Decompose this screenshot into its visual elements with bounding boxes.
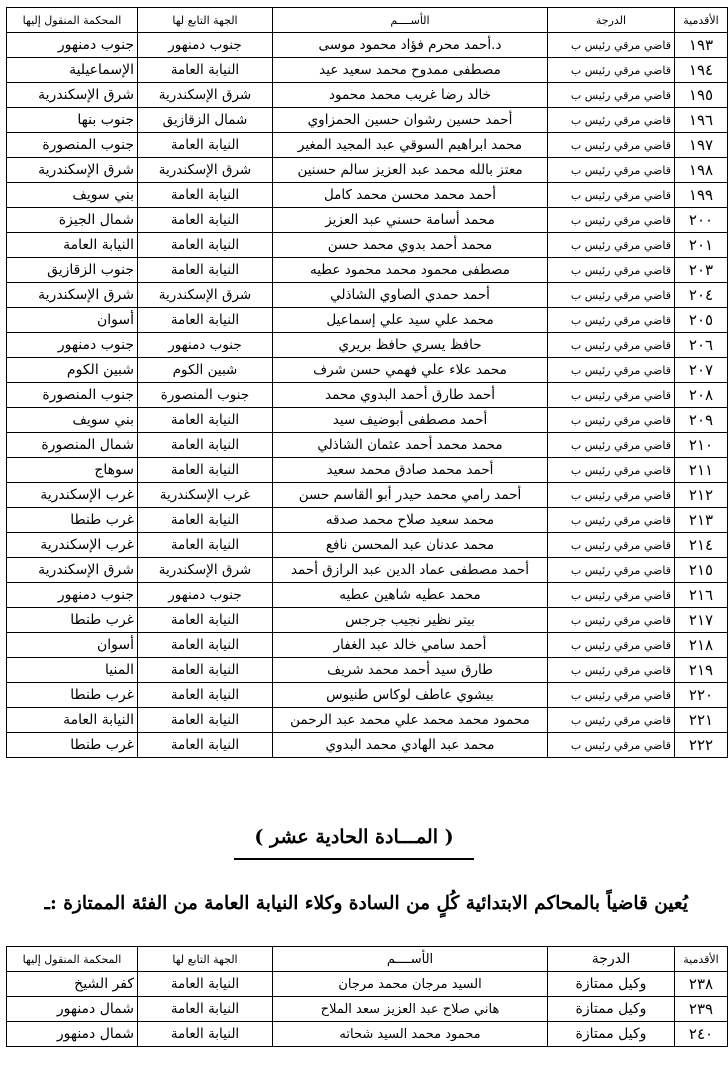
article-underline <box>234 858 474 860</box>
table-row <box>7 133 728 158</box>
table-row <box>7 208 728 233</box>
table-row <box>7 58 728 83</box>
table-row <box>7 508 728 533</box>
cell-name: طارق سيد أحمد محمد شريف <box>273 658 548 683</box>
cell-court: غرب طنطا <box>7 608 138 633</box>
cell-rank: وكيل ممتازة <box>548 1022 675 1047</box>
cell-seniority: ٢١٥ <box>675 558 728 583</box>
cell-rank: قاضي مرقي رئيس ب <box>548 208 675 233</box>
cell-rank: قاضي مرقي رئيس ب <box>548 658 675 683</box>
cell-department: النيابة العامة <box>138 508 273 533</box>
table-row <box>7 658 728 683</box>
cell-seniority: ٢٠٩ <box>675 408 728 433</box>
cell-seniority: ٢١٣ <box>675 508 728 533</box>
cell-seniority: ٢١٦ <box>675 583 728 608</box>
header-court: المحكمة المنقول إليها <box>7 947 138 972</box>
cell-name: أحمد سامي خالد عبد الغفار <box>273 633 548 658</box>
header-name: الأســــم <box>273 947 548 972</box>
cell-seniority: ٢٠٧ <box>675 358 728 383</box>
cell-seniority: ٢٢١ <box>675 708 728 733</box>
cell-department: شرق الإسكندرية <box>138 558 273 583</box>
header-name: الأســــم <box>273 8 548 33</box>
table-row <box>7 108 728 133</box>
cell-court: جنوب الزقازيق <box>7 258 138 283</box>
cell-seniority: ٢٠٨ <box>675 383 728 408</box>
cell-name: خالد رضا غريب محمد محمود <box>273 83 548 108</box>
cell-court: شرق الإسكندرية <box>7 558 138 583</box>
table-row <box>7 483 728 508</box>
cell-court: بني سويف <box>7 183 138 208</box>
cell-department: شرق الإسكندرية <box>138 283 273 308</box>
cell-name: أحمد محمد محسن محمد كامل <box>273 183 548 208</box>
cell-name: محمد عطيه شاهين عطيه <box>273 583 548 608</box>
table-row <box>7 1022 728 1047</box>
table-row <box>7 183 728 208</box>
cell-court: بني سويف <box>7 408 138 433</box>
cell-court: أسوان <box>7 308 138 333</box>
cell-department: النيابة العامة <box>138 683 273 708</box>
cell-department: النيابة العامة <box>138 58 273 83</box>
cell-department: شرق الإسكندرية <box>138 83 273 108</box>
cell-rank: قاضي مرقي رئيس ب <box>548 158 675 183</box>
cell-name: بيتر نظير نجيب جرجس <box>273 608 548 633</box>
cell-name: مصطفى محمود محمد محمود عطيه <box>273 258 548 283</box>
cell-rank: قاضي مرقي رئيس ب <box>548 483 675 508</box>
cell-rank: قاضي مرقي رئيس ب <box>548 733 675 758</box>
cell-seniority: ١٩٨ <box>675 158 728 183</box>
cell-seniority: ١٩٥ <box>675 83 728 108</box>
cell-court: النيابة العامة <box>7 233 138 258</box>
table-header-row <box>7 947 728 972</box>
cell-seniority: ٢١٩ <box>675 658 728 683</box>
cell-name: د.أحمد محرم فؤاد محمود موسى <box>273 33 548 58</box>
cell-court: جنوب بنها <box>7 108 138 133</box>
cell-seniority: ٢٠٦ <box>675 333 728 358</box>
cell-seniority: ٢٢٠ <box>675 683 728 708</box>
cell-rank: قاضي مرقي رئيس ب <box>548 458 675 483</box>
cell-court: شمال الجيزة <box>7 208 138 233</box>
table-row <box>7 158 728 183</box>
cell-court: غرب الإسكندرية <box>7 533 138 558</box>
cell-name: محمود محمد السيد شحاته <box>273 1022 548 1047</box>
cell-department: جنوب دمنهور <box>138 333 273 358</box>
cell-rank: قاضي مرقي رئيس ب <box>548 133 675 158</box>
table-row <box>7 458 728 483</box>
decree-text: يُعين قاضياً بالمحاكم الابتدائية كُلٍ من السادة وكلاء النيابة العامة من الفئة الممتازة :ـ <box>44 893 688 914</box>
cell-rank: قاضي مرقي رئيس ب <box>548 633 675 658</box>
cell-name: أحمد حسين رشوان حسين الحمزاوي <box>273 108 548 133</box>
cell-name: بيشوي عاطف لوكاس طنيوس <box>273 683 548 708</box>
cell-name: أحمد مصطفى عماد الدين عبد الرازق أحمد <box>273 558 548 583</box>
cell-court: غرب طنطا <box>7 683 138 708</box>
cell-name: محمد علي سيد علي إسماعيل <box>273 308 548 333</box>
cell-seniority: ٢٠٥ <box>675 308 728 333</box>
table-row <box>7 283 728 308</box>
cell-rank: قاضي مرقي رئيس ب <box>548 508 675 533</box>
cell-name: محمد عبد الهادي محمد البدوي <box>273 733 548 758</box>
cell-rank: قاضي مرقي رئيس ب <box>548 433 675 458</box>
table-row <box>7 83 728 108</box>
table-row <box>7 383 728 408</box>
cell-rank: قاضي مرقي رئيس ب <box>548 608 675 633</box>
cell-department: النيابة العامة <box>138 633 273 658</box>
cell-seniority: ٢٠٣ <box>675 258 728 283</box>
cell-court: غرب طنطا <box>7 508 138 533</box>
cell-department: النيابة العامة <box>138 433 273 458</box>
cell-department: شبين الكوم <box>138 358 273 383</box>
cell-department: شرق الإسكندرية <box>138 158 273 183</box>
cell-court: جنوب دمنهور <box>7 583 138 608</box>
cell-court: شمال دمنهور <box>7 997 138 1022</box>
article-title: ( المـــادة الحادية عشر ) <box>254 826 454 848</box>
judges-table-2 <box>6 946 728 1047</box>
cell-seniority: ٢١٨ <box>675 633 728 658</box>
cell-seniority: ٢٣٨ <box>675 972 728 997</box>
cell-court: جنوب دمنهور <box>7 33 138 58</box>
cell-name: معتز بالله محمد عبد العزيز سالم حسنين <box>273 158 548 183</box>
cell-name: محمد أحمد بدوي محمد حسن <box>273 233 548 258</box>
cell-department: جنوب دمنهور <box>138 583 273 608</box>
cell-court: الإسماعيلية <box>7 58 138 83</box>
cell-name: محمد سعيد صلاح محمد صدقه <box>273 508 548 533</box>
cell-rank: قاضي مرقي رئيس ب <box>548 233 675 258</box>
cell-court: المنيا <box>7 658 138 683</box>
cell-rank: قاضي مرقي رئيس ب <box>548 108 675 133</box>
cell-name: أحمد حمدي الصاوي الشاذلي <box>273 283 548 308</box>
table-row <box>7 558 728 583</box>
cell-court: النيابة العامة <box>7 708 138 733</box>
header-rank: الدرجة <box>548 8 675 33</box>
table-row <box>7 433 728 458</box>
header-court: المحكمة المنقول إليها <box>7 8 138 33</box>
cell-rank: قاضي مرقي رئيس ب <box>548 583 675 608</box>
header-seniority: الأقدمية <box>675 8 728 33</box>
table-row <box>7 233 728 258</box>
cell-name: السيد مرجان محمد مرجان <box>273 972 548 997</box>
table-row <box>7 733 728 758</box>
cell-rank: قاضي مرقي رئيس ب <box>548 533 675 558</box>
cell-name: محمد أسامة حسني عبد العزيز <box>273 208 548 233</box>
header-rank: الدرجة <box>548 947 675 972</box>
cell-seniority: ١٩٤ <box>675 58 728 83</box>
table-row <box>7 533 728 558</box>
cell-seniority: ٢٠١ <box>675 233 728 258</box>
cell-name: حافظ يسري حافظ بريري <box>273 333 548 358</box>
table-row <box>7 358 728 383</box>
cell-department: جنوب دمنهور <box>138 33 273 58</box>
cell-name: أحمد مصطفى أبوضيف سيد <box>273 408 548 433</box>
cell-rank: قاضي مرقي رئيس ب <box>548 383 675 408</box>
cell-rank: قاضي مرقي رئيس ب <box>548 683 675 708</box>
cell-seniority: ٢١٢ <box>675 483 728 508</box>
header-department: الجهة التابع لها <box>138 8 273 33</box>
cell-court: جنوب دمنهور <box>7 333 138 358</box>
cell-rank: قاضي مرقي رئيس ب <box>548 58 675 83</box>
table-row <box>7 683 728 708</box>
cell-seniority: ٢١١ <box>675 458 728 483</box>
cell-name: مصطفى ممدوح محمد سعيد عيد <box>273 58 548 83</box>
table-row <box>7 258 728 283</box>
cell-seniority: ١٩٦ <box>675 108 728 133</box>
cell-rank: قاضي مرقي رئيس ب <box>548 308 675 333</box>
cell-rank: قاضي مرقي رئيس ب <box>548 708 675 733</box>
cell-rank: قاضي مرقي رئيس ب <box>548 258 675 283</box>
cell-court: شرق الإسكندرية <box>7 158 138 183</box>
table-row <box>7 333 728 358</box>
cell-department: النيابة العامة <box>138 608 273 633</box>
cell-department: شمال الزقازيق <box>138 108 273 133</box>
table-row <box>7 708 728 733</box>
cell-court: كفر الشيخ <box>7 972 138 997</box>
cell-department: النيابة العامة <box>138 658 273 683</box>
header-department: الجهة التابع لها <box>138 947 273 972</box>
cell-name: أحمد طارق أحمد البدوي محمد <box>273 383 548 408</box>
cell-seniority: ٢١٧ <box>675 608 728 633</box>
cell-name: محمد علاء علي فهمي حسن شرف <box>273 358 548 383</box>
cell-department: النيابة العامة <box>138 997 273 1022</box>
cell-court: شمال دمنهور <box>7 1022 138 1047</box>
header-seniority: الأقدمية <box>675 947 728 972</box>
cell-department: النيابة العامة <box>138 258 273 283</box>
cell-department: النيابة العامة <box>138 533 273 558</box>
table-row <box>7 972 728 997</box>
table-row <box>7 997 728 1022</box>
table-row <box>7 33 728 58</box>
cell-seniority: ٢٣٩ <box>675 997 728 1022</box>
cell-department: النيابة العامة <box>138 733 273 758</box>
cell-name: هاني صلاح عبد العزيز سعد الملاح <box>273 997 548 1022</box>
cell-name: محمد محمد أحمد عثمان الشاذلي <box>273 433 548 458</box>
cell-court: جنوب المنصورة <box>7 133 138 158</box>
cell-seniority: ١٩٧ <box>675 133 728 158</box>
cell-rank: قاضي مرقي رئيس ب <box>548 333 675 358</box>
cell-court: سوهاج <box>7 458 138 483</box>
cell-name: محمد ابراهيم السوقي عبد المجيد المغير <box>273 133 548 158</box>
cell-department: النيابة العامة <box>138 308 273 333</box>
cell-court: غرب طنطا <box>7 733 138 758</box>
cell-department: النيابة العامة <box>138 408 273 433</box>
table-row <box>7 633 728 658</box>
cell-seniority: ١٩٩ <box>675 183 728 208</box>
cell-court: شرق الإسكندرية <box>7 83 138 108</box>
cell-department: النيابة العامة <box>138 458 273 483</box>
cell-rank: وكيل ممتازة <box>548 972 675 997</box>
cell-department: غرب الإسكندرية <box>138 483 273 508</box>
cell-court: شمال المنصورة <box>7 433 138 458</box>
table-row <box>7 408 728 433</box>
article-heading <box>0 826 708 848</box>
cell-rank: قاضي مرقي رئيس ب <box>548 283 675 308</box>
cell-court: غرب الإسكندرية <box>7 483 138 508</box>
cell-department: النيابة العامة <box>138 972 273 997</box>
cell-department: جنوب المنصورة <box>138 383 273 408</box>
cell-rank: قاضي مرقي رئيس ب <box>548 183 675 208</box>
cell-seniority: ٢٠٤ <box>675 283 728 308</box>
table-header-row <box>7 8 728 33</box>
cell-department: النيابة العامة <box>138 133 273 158</box>
cell-name: محمود محمد محمد علي محمد عبد الرحمن <box>273 708 548 733</box>
cell-name: أحمد رامي محمد حيدر أبو القاسم حسن <box>273 483 548 508</box>
table-row <box>7 608 728 633</box>
cell-rank: قاضي مرقي رئيس ب <box>548 358 675 383</box>
cell-department: النيابة العامة <box>138 233 273 258</box>
cell-rank: قاضي مرقي رئيس ب <box>548 83 675 108</box>
cell-department: النيابة العامة <box>138 208 273 233</box>
cell-rank: وكيل ممتازة <box>548 997 675 1022</box>
cell-seniority: ٢١٠ <box>675 433 728 458</box>
cell-name: محمد عدنان عبد المحسن نافع <box>273 533 548 558</box>
cell-department: النيابة العامة <box>138 708 273 733</box>
table-row <box>7 308 728 333</box>
cell-seniority: ٢٢٢ <box>675 733 728 758</box>
judges-table-1 <box>6 7 728 758</box>
cell-seniority: ٢١٤ <box>675 533 728 558</box>
table-row <box>7 583 728 608</box>
cell-seniority: ١٩٣ <box>675 33 728 58</box>
cell-department: النيابة العامة <box>138 183 273 208</box>
cell-court: شبين الكوم <box>7 358 138 383</box>
cell-court: شرق الإسكندرية <box>7 283 138 308</box>
cell-court: أسوان <box>7 633 138 658</box>
cell-department: النيابة العامة <box>138 1022 273 1047</box>
cell-rank: قاضي مرقي رئيس ب <box>548 558 675 583</box>
cell-name: أحمد محمد صادق محمد سعيد <box>273 458 548 483</box>
cell-seniority: ٢٠٠ <box>675 208 728 233</box>
cell-rank: قاضي مرقي رئيس ب <box>548 408 675 433</box>
cell-seniority: ٢٤٠ <box>675 1022 728 1047</box>
cell-rank: قاضي مرقي رئيس ب <box>548 33 675 58</box>
cell-court: جنوب المنصورة <box>7 383 138 408</box>
